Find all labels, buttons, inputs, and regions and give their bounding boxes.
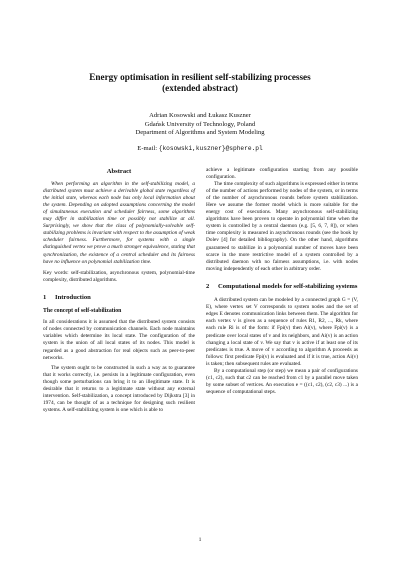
page-number: 1 <box>198 537 202 543</box>
affiliation-university: Gdańsk University of Technology, Poland <box>144 120 256 128</box>
affiliation-department: Department of Algorithms and System Modeling <box>135 129 265 137</box>
right-column <box>206 167 358 396</box>
right-paragraph-2: The time complexity of such algorithms is expressed either in terms of the number of actions performed by nodes of the system, or in terms of the number of asynchronous rounds before system stabilization. Here we assume the former model which is more suitable for the energy cost of executions. Many asynchronous self-stabilizing algorithms have been proven to operate in polynomial time when the system is controlled by a central daemon (e.g. [5, 6, 7, 8]), or when time complexity is measured in asynchronous rounds (see the book by Dolev [4] for detailed bibliography). On the other hand, algorithms guaranteed to stabilize in a polynomial number of moves have been scarce in the more restrictive model of a system controlled by a distributed daemon with no fairness assumptions, i.e. with nodes moving independently of each other in arbitrary order. <box>206 181 358 272</box>
paper-title <box>40 72 360 94</box>
email-label: E-mail: <box>137 145 158 152</box>
keywords: Key words: self-stabilization, asynchronous system, polynomial-time complexity, distributed algorithms. <box>43 269 195 283</box>
subsection-heading: The concept of self-stabilization <box>43 308 122 315</box>
email-address: {kosowski,kuszner}@sphere.pl <box>158 145 263 152</box>
title-line-2: (extended abstract) <box>162 83 238 93</box>
left-column <box>43 168 195 414</box>
models-paragraph-2: By a computational step (or step) we mean a pair of configurations (c1, c2), such that c2 can be reached from c1 by a parallel move taken by some subset of vertices. An execution e = ((c1, c2), (c2, c3) ...) is a sequence of computational steps. <box>206 367 358 395</box>
section-2-number: 2 <box>206 282 210 290</box>
author-names: Adrian Kosowski and Łukasz Kuszner <box>149 112 251 119</box>
section-1-number: 1 <box>43 293 47 301</box>
right-paragraph-1: achieve a legitimate configuration starting from any possible configuration. <box>206 167 358 181</box>
email-line <box>40 145 360 152</box>
section-2-heading <box>206 283 358 292</box>
section-1-title: Introduction <box>55 293 91 301</box>
models-paragraph-1: A distributed system can be modeled by a connected graph G = (V, E), where vertex set V corresponds to system nodes and the set of edges E denotes communication links between them. The algorithm for each vertex v is given as a sequence of rules R1, R2, ..., Rk, where each rule Ri is of the form: if Fpi(v) then Ai(v), where Fpi(v) is a predicate over local states of v and its neighbors, and Ai(v) is an action changing a local state of v. We say that v is active if at least one of its predicates is true. A move of v according to algorithm A proceeds as follows: first predicate Fpi(v) is evaluated and if it is true, action Ai(v) is taken; then subsequent rules are evaluated. <box>206 297 358 367</box>
section-2-title: Computational models for self-stabilizing systems <box>218 282 358 290</box>
section-1-heading <box>43 294 195 303</box>
abstract-heading: Abstract <box>106 168 132 175</box>
abstract-text: When performing an algorithm in the self-stabilizing model, a distributed system must achieve a derivable global state regardless of the initial state, whereas each node has only local information about the system. Depending on adopted assumptions concerning the model of simultaneous execution and scheduler fairness, some algorithms may differ in stabilization time or possibly not stabilize at all. Surprisingly, we show that the class of polynomially-solvable self-stabilizing problems is invariant with respect to the assumption of weak scheduler fairness. Furthermore, for systems with a single distinguished vertex we prove a much stronger equivalence, stating that synchronization, the existence of a central scheduler and its fairness have no influence on polynomial stabilization time. <box>43 181 196 265</box>
author-block <box>40 112 360 138</box>
intro-paragraph-1: In all considerations it is assumed that the distributed system consists of nodes connected by communication channels. Each node maintains variables which determine its local state. The configuration of the system is the union of all local states of its nodes. This model is regarded as a good abstraction for real objects such as peer-to-peer networks. <box>43 319 195 361</box>
intro-paragraph-2: The system ought to be constructed in such a way as to guarantee that it works correctly, i.e. persists in a legitimate configuration, even though some perturbations can bring it to an illegitimate state. It is desirable that it returns to a legitimate state without any external intervention. Self-stabilization, a concept introduced by Dijkstra [3] in 1974, can be thought of as a technique for designing such resilient systems. A self-stabilizing system is one which is able to <box>43 364 195 413</box>
title-line-1: Energy optimisation in resilient self-stabilizing processes <box>89 72 311 82</box>
